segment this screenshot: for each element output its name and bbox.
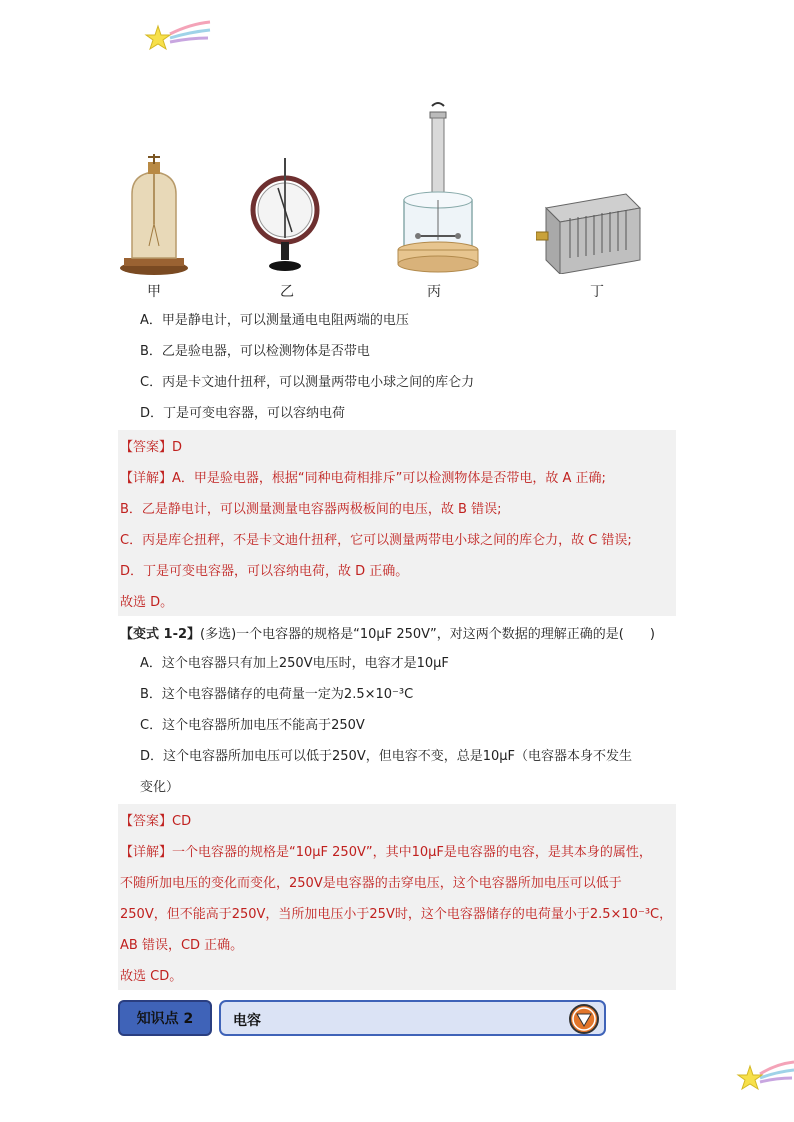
q1-detail-line: B．乙是静电计，可以测量测量电容器两极板间的电压，故 B 错误; (120, 502, 502, 517)
triangle-down-icon[interactable] (568, 1003, 600, 1035)
q2-detail-line: AB 错误，CD 正确。 (120, 938, 244, 953)
q1-detail-line: 【详解】A．甲是验电器，根据“同种电荷相排斥”可以检测物体是否带电，故 A 正确; (120, 471, 606, 486)
apparatus-figures (118, 98, 678, 308)
q1-answer: 【答案】D (120, 440, 183, 455)
q1-detail-line: D．丁是可变电容器，可以容纳电荷，故 D 正确。 (120, 564, 409, 579)
figure-label-jia: 甲 (147, 284, 161, 300)
q2-detail-line: 不随所加电压的变化而变化，250V是电容器的击穿电压，这个电容器所加电压可以低于 (120, 876, 622, 891)
torsion-balance-figure (394, 100, 482, 280)
q1-option-c: C．丙是卡文迪什扭秤，可以测量两带电小球之间的库仑力 (140, 375, 475, 390)
q2-answer-block (118, 804, 676, 990)
q2-option-c: C．这个电容器所加电压不能高于250V (140, 718, 365, 733)
q2-option-b: B．这个电容器储存的电荷量一定为2.5×10⁻³C (140, 687, 414, 702)
q2-option-d-cont: 变化） (140, 780, 180, 795)
q1-option-d: D．丁是可变电容器，可以容纳电荷 (140, 406, 346, 421)
figure-label-bing: 丙 (427, 284, 441, 300)
q2-header (120, 623, 655, 642)
q1-detail-line: 故选 D。 (120, 595, 174, 610)
q1-answer-block (118, 430, 676, 616)
q2-option-a: A．这个电容器只有加上250V电压时，电容才是10μF (140, 656, 449, 671)
shooting-star-icon (734, 1056, 794, 1096)
figure-label-ding: 丁 (590, 284, 604, 300)
q2-detail-line: 故选 CD。 (120, 969, 183, 984)
figure-label-yi: 乙 (280, 284, 294, 300)
q2-stem: (多选)一个电容器的规格是“10μF 250V”，对这两个数据的理解正确的是( ) (200, 627, 655, 642)
q2-label: 【变式 1-2】 (120, 627, 201, 642)
knowledge-point-badge: 知识点 2 (118, 1000, 212, 1036)
q2-detail-line: 【详解】一个电容器的规格是“10μF 250V”，其中10μF是电容器的电容，是其本身的属性， (120, 845, 652, 860)
q2-answer: 【答案】CD (120, 814, 192, 829)
shooting-star-icon (140, 18, 212, 58)
q1-option-a: A．甲是静电计，可以测量通电电阻两端的电压 (140, 313, 409, 328)
q1-option-b: B．乙是验电器，可以检测物体是否带电 (140, 344, 370, 359)
knowledge-point-title: 电容 (233, 1013, 261, 1029)
variable-capacitor-figure (536, 188, 646, 274)
knowledge-point-bar[interactable] (219, 1000, 606, 1036)
electroscope-figure (118, 154, 190, 276)
q2-detail-line: 250V，但不能高于250V，当所加电压小于25V时，这个电容器储存的电荷量小于2.5×10⁻³C， (120, 907, 673, 922)
electrometer-figure (248, 158, 322, 278)
q2-option-d: D．这个电容器所加电压可以低于250V，但电容不变，总是10μF（电容器本身不发生 (140, 749, 633, 764)
q1-detail-line: C．丙是库仑扭秤，不是卡文迪什扭秤，它可以测量两带电小球之间的库仑力，故 C 错误; (120, 533, 632, 548)
